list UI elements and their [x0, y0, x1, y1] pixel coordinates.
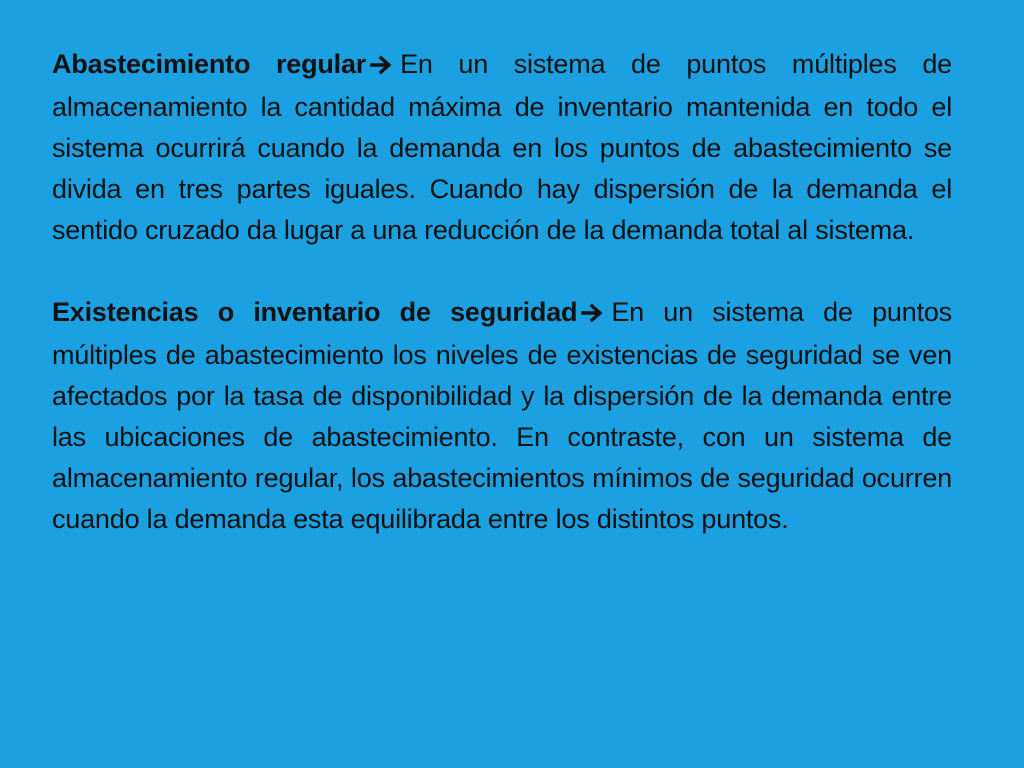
- paragraph-body-existencias-seguridad: En un sistema de puntos múltiples de abastecimiento los niveles de existencias de seguridad se ven afectados por la tasa de disponibilidad y la dispersión de la demanda entre las ubicaciones de abastecimiento. En contraste, con un sistema de almacenamiento regular, los abastecimientos mínimos de seguridad ocurren cuando la demanda esta equilibrada entre los distintos puntos.: [52, 297, 952, 534]
- term-abastecimiento-regular: Abastecimiento regular: [52, 49, 367, 79]
- paragraph-abastecimiento-regular: [52, 44, 952, 251]
- term-existencias-seguridad: Existencias o inventario de seguridad: [52, 297, 578, 327]
- arrow-right-icon: [581, 294, 605, 335]
- paragraph-body-abastecimiento-regular: En un sistema de puntos múltiples de almacenamiento la cantidad máxima de inventario mantenida en todo el sistema ocurrirá cuando la demanda en los puntos de abastecimiento se divida en tres partes iguales. Cuando hay dispersión de la demanda el sentido cruzado da lugar a una reducción de la demanda total al sistema.: [52, 49, 952, 245]
- paragraph-existencias-seguridad: [52, 292, 952, 540]
- arrow-right-icon: [370, 46, 394, 87]
